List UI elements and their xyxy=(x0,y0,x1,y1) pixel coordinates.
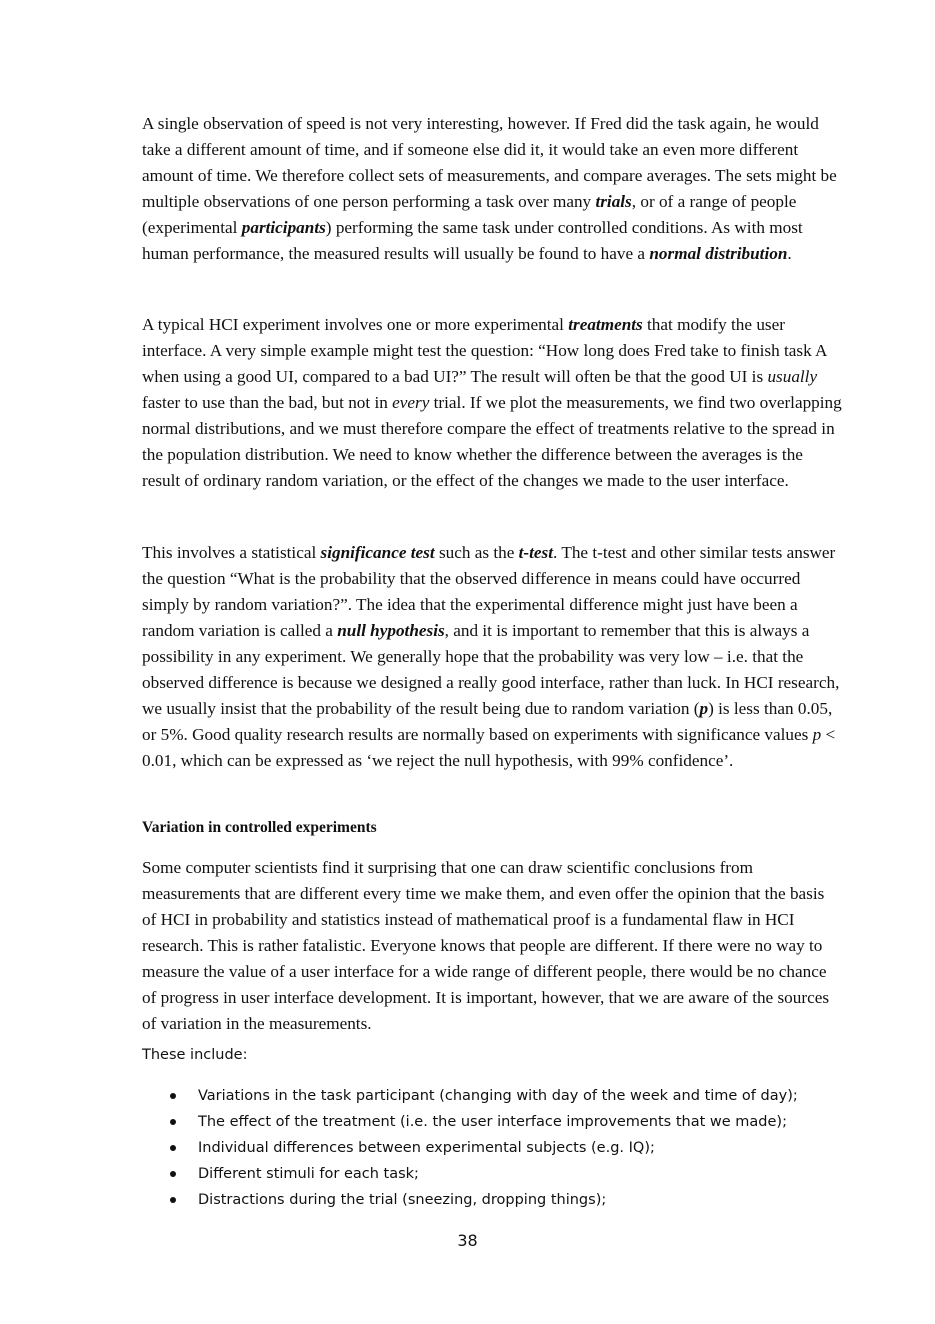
bullet-icon xyxy=(170,1119,176,1125)
italic-text: every xyxy=(392,393,430,412)
page-number: 38 xyxy=(457,1231,478,1250)
paragraph-hci-experiment: A typical HCI experiment involves one or more experimental treatments that modify the user interface. A very simple example might test the question: “How long does Fred take to finish task A when using a good UI, compared to a bad UI?” The result will often be that the good UI is usually faster to use than the bad, but not in every trial. If we plot the measurements, we find two overlapping normal distributions, and we must therefore compare the effect of treatments relative to the spread in the population distribution. We need to know whether the difference between the averages is the result of ordinary random variation, or the effect of the changes we made to the user interface. xyxy=(142,315,842,490)
section-heading: Variation in controlled experiments xyxy=(142,819,377,836)
emphasized-term: t-test xyxy=(518,543,554,562)
emphasized-term: treatments xyxy=(568,315,643,334)
paragraph-significance-test: This involves a statistical significance test such as the t-test. The t-test and other similar tests answer the question “What is the probability that the observed difference in means could have occurred simply by random variation?”. The idea that the experimental difference might just have been a random variation is called a null hypothesis, and it is important to remember that this is always a possibility in any experiment. We generally hope that the probability was very low – i.e. that the observed difference is because we designed a really good interface, rather than luck. In HCI research, we usually insist that the probability of the result being due to random variation (p) is less than 0.05, or 5%. Good quality research results are normally based on experiments with significance values p < 0.01, which can be expressed as ‘we reject the null hypothesis, with 99% confidence’. xyxy=(142,543,840,770)
bullet-icon xyxy=(170,1171,176,1177)
list-lead-text: These include: xyxy=(142,1047,248,1063)
bullet-icon xyxy=(170,1093,176,1099)
emphasized-term: significance test xyxy=(320,543,435,562)
list-item: Individual differences between experimental subjects (e.g. IQ); xyxy=(142,1135,842,1161)
list-item: The effect of the treatment (i.e. the user interface improvements that we made); xyxy=(142,1109,842,1135)
list-item: Different stimuli for each task; xyxy=(142,1161,842,1187)
emphasized-term: normal distribution xyxy=(649,244,788,263)
emphasized-term: p xyxy=(699,699,709,718)
emphasized-term: null hypothesis xyxy=(337,621,445,640)
list-item: Distractions during the trial (sneezing, dropping things); xyxy=(142,1187,842,1213)
bullet-icon xyxy=(170,1145,176,1151)
list-item: Variations in the task participant (changing with day of the week and time of day); xyxy=(142,1083,842,1109)
variation-sources-list xyxy=(142,1083,842,1213)
italic-text: usually xyxy=(767,367,818,386)
emphasized-term: participants xyxy=(241,218,326,237)
paragraph-variation: Some computer scientists find it surprising that one can draw scientific conclusions from measurements that are different every time we make them, and even offer the opinion that the basis of HCI in probability and statistics instead of mathematical proof is a fundamental flaw in HCI research. This is rather fatalistic. Everyone knows that people are different. If there were no way to measure the value of a user interface for a wide range of different people, there would be no chance of progress in user interface development. It is important, however, that we are aware of the sources of variation in the measurements. xyxy=(142,858,830,1033)
bullet-icon xyxy=(170,1197,176,1203)
emphasized-term: trials xyxy=(595,192,632,211)
paragraph-observations: A single observation of speed is not very interesting, however. If Fred did the task again, he would take a different amount of time, and if someone else did it, it would take an even more different amount of time. We therefore collect sets of measurements, and compare averages. The sets might be multiple observations of one person performing a task over many trials, or of a range of people (experimental participants) performing the same task under controlled conditions. As with most human performance, the measured results will usually be found to have a normal distribution. xyxy=(142,114,837,263)
italic-text: p xyxy=(812,725,822,744)
